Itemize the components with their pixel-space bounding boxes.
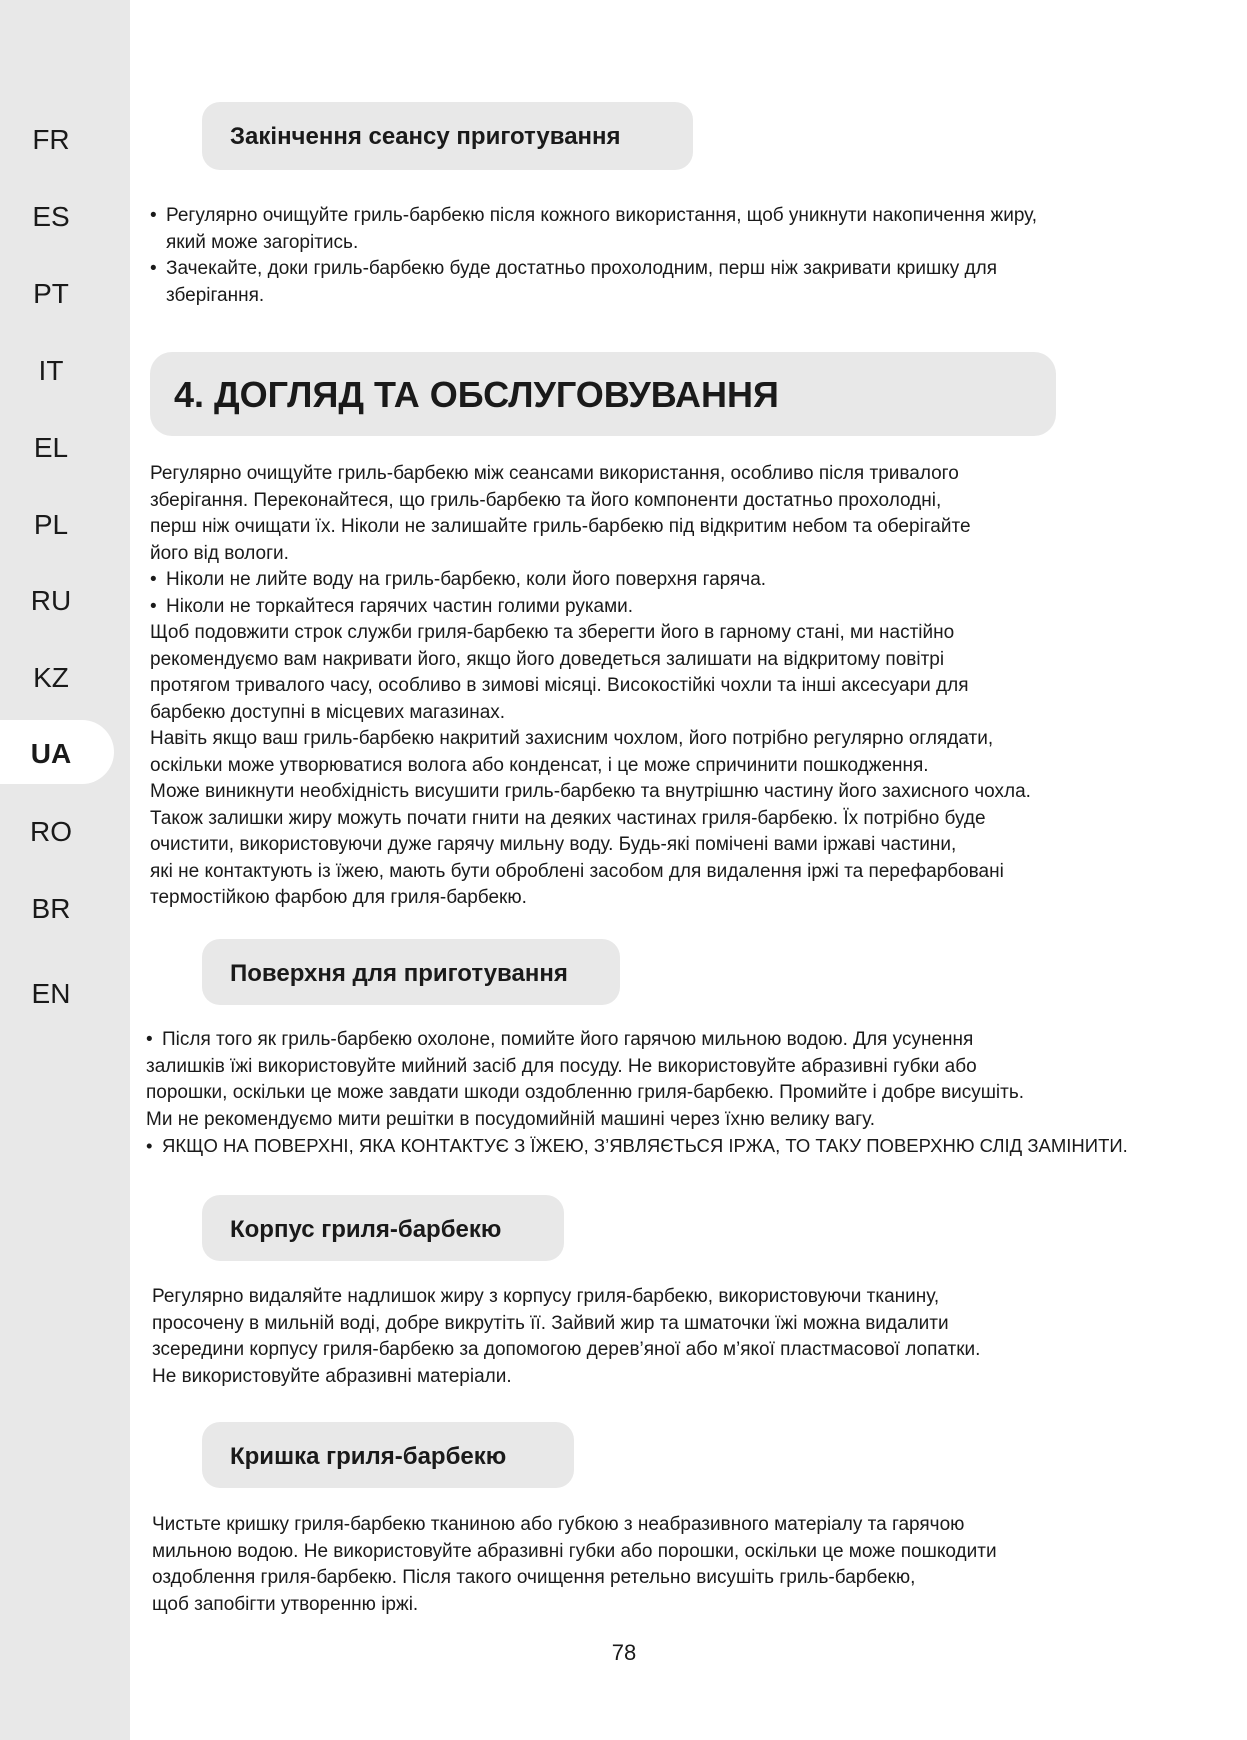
grill-body-text: Регулярно видаляйте надлишок жиру з корпусу гриля-барбекю, використовуючи тканину, просочену в мильній воді, добре викрутіть її. Зайвий жир та шматочки їжі можна видалити зсередини корпусу гриля-барбекю за допомогою дерев’яної або м’якої пластмасової лопатки. Не використовуйте абразивні матеріали. xyxy=(152,1286,981,1387)
lang-tab-kz[interactable]: KZ xyxy=(33,662,69,693)
end-session-bullets xyxy=(150,203,1150,309)
section-heading-cooking-surface: Поверхня для приготування xyxy=(202,939,620,1005)
lang-tab-es[interactable]: ES xyxy=(32,201,70,232)
list-item: • Зачекайте, доки гриль-барбекю буде достатньо прохолодним, перш ніж закривати кришку для зберігання. xyxy=(150,256,1150,309)
lang-tab-br[interactable]: BR xyxy=(31,893,71,924)
list-item: • Регулярно очищуйте гриль-барбекю після кожного використання, щоб уникнути накопичення жиру, який може загорітись. xyxy=(150,203,1150,256)
page-number: 78 xyxy=(611,1640,637,1665)
list-item: • Після того як гриль-барбекю охолоне, помийте його гарячою мильною водою. Для усунення xyxy=(146,1027,1156,1054)
section-heading-grill-body: Корпус гриля-барбекю xyxy=(202,1195,564,1261)
lang-tab-ru[interactable]: RU xyxy=(30,585,72,616)
care-text: Регулярно очищуйте гриль-барбекю між сеансами використання, особливо після тривалого зберігання. Переконайтеся, що гриль-барбекю та його компоненти достатньо прохолодні, перш ніж очищати їх. Ніколи не залишайте гриль-барбекю під відкритим небом та оберігайте його від вологи. • Ніколи не лийте воду на гриль-барбекю, коли його поверхня гаряча. • Ніколи не торкайтеся гарячих частин голими руками. Щоб подовжити строк служби гриля-барбекю та зберегти його в гарному стані, ми настійно рекомендуємо вам накривати його, якщо його доведеться залишати на відкритому повітрі протягом тривалого часу, особливо в зимові місяці. Високостійкі чохли та інші аксесуари для барбекю доступні в місцевих магазинах. Навіть якщо ваш гриль-барбекю накритий захисним чохлом, його потрібно регулярно оглядати, оскільки може утворюватися волога або конденсат, і це може спричинити пошкодження. Може виникнути необхідність висушити гриль-барбекю та внутрішню частину його захисного чохла. Також залишки жиру можуть почати гнити на деяких частинах гриля-барбекю. Їх потрібно буде очистити, використовуючи дуже гарячу мильну воду. Будь-які помічені вами іржаві частини, які не контактують із їжею, мають бути оброблені засобом для видалення іржі та перефарбовані термостійкою фарбою для гриля-барбекю. xyxy=(150,461,1150,912)
section-heading-end-session: Закінчення сеансу приготування xyxy=(202,102,693,170)
section-heading-grill-lid: Кришка гриля-барбекю xyxy=(202,1422,574,1488)
lang-tab-en[interactable]: EN xyxy=(31,978,71,1009)
lang-tab-ro[interactable]: RO xyxy=(30,816,72,847)
list-item: • Ніколи не лийте воду на гриль-барбекю, коли його поверхня гаряча. xyxy=(150,567,1150,594)
lang-tab-pt[interactable]: PT xyxy=(33,278,69,309)
lang-tab-it[interactable]: IT xyxy=(38,355,64,386)
lang-tab-ua[interactable]: UA xyxy=(30,738,72,769)
lang-tab-fr[interactable]: FR xyxy=(32,124,70,155)
language-sidebar xyxy=(0,0,130,1740)
lang-tab-pl[interactable]: PL xyxy=(33,509,69,540)
list-item: • ЯКЩО НА ПОВЕРХНІ, ЯКА КОНТАКТУЄ З ЇЖЕЮ, З’ЯВЛЯЄТЬСЯ ІРЖА, ТО ТАКУ ПОВЕРХНЮ СЛІД ЗАМІНИТИ. xyxy=(146,1133,1156,1160)
list-item: • Ніколи не торкайтеся гарячих частин голими руками. xyxy=(150,594,1150,621)
cooking-surface-text: • Після того як гриль-барбекю охолоне, помийте його гарячою мильною водою. Для усунення залишків їжі використовуйте мийний засіб для посуду. Не використовуйте абразивні губки або порошки, оскільки це може завдати шкоди оздобленню гриля-барбекю. Промийте і добре висушіть. Ми не рекомендуємо мити решітки в посудомийній машині через їхню велику вагу. • ЯКЩО НА ПОВЕРХНІ, ЯКА КОНТАКТУЄ З ЇЖЕЮ, З’ЯВЛЯЄТЬСЯ ІРЖА, ТО ТАКУ ПОВЕРХНЮ СЛІД ЗАМІНИТИ. xyxy=(146,1027,1156,1160)
section-heading-care: 4. ДОГЛЯД ТА ОБСЛУГОВУВАННЯ xyxy=(150,352,1056,436)
lang-tab-el[interactable]: EL xyxy=(33,432,69,463)
grill-lid-text: Чистьте кришку гриля-барбекю тканиною або губкою з неабразивного матеріалу та гарячою мильною водою. Не використовуйте абразивні губки або порошки, оскільки це може пошкодити оздоблення гриля-барбекю. Після такого очищення ретельно висушіть гриль-барбекю, щоб запобігти утворенню іржі. xyxy=(152,1514,997,1615)
